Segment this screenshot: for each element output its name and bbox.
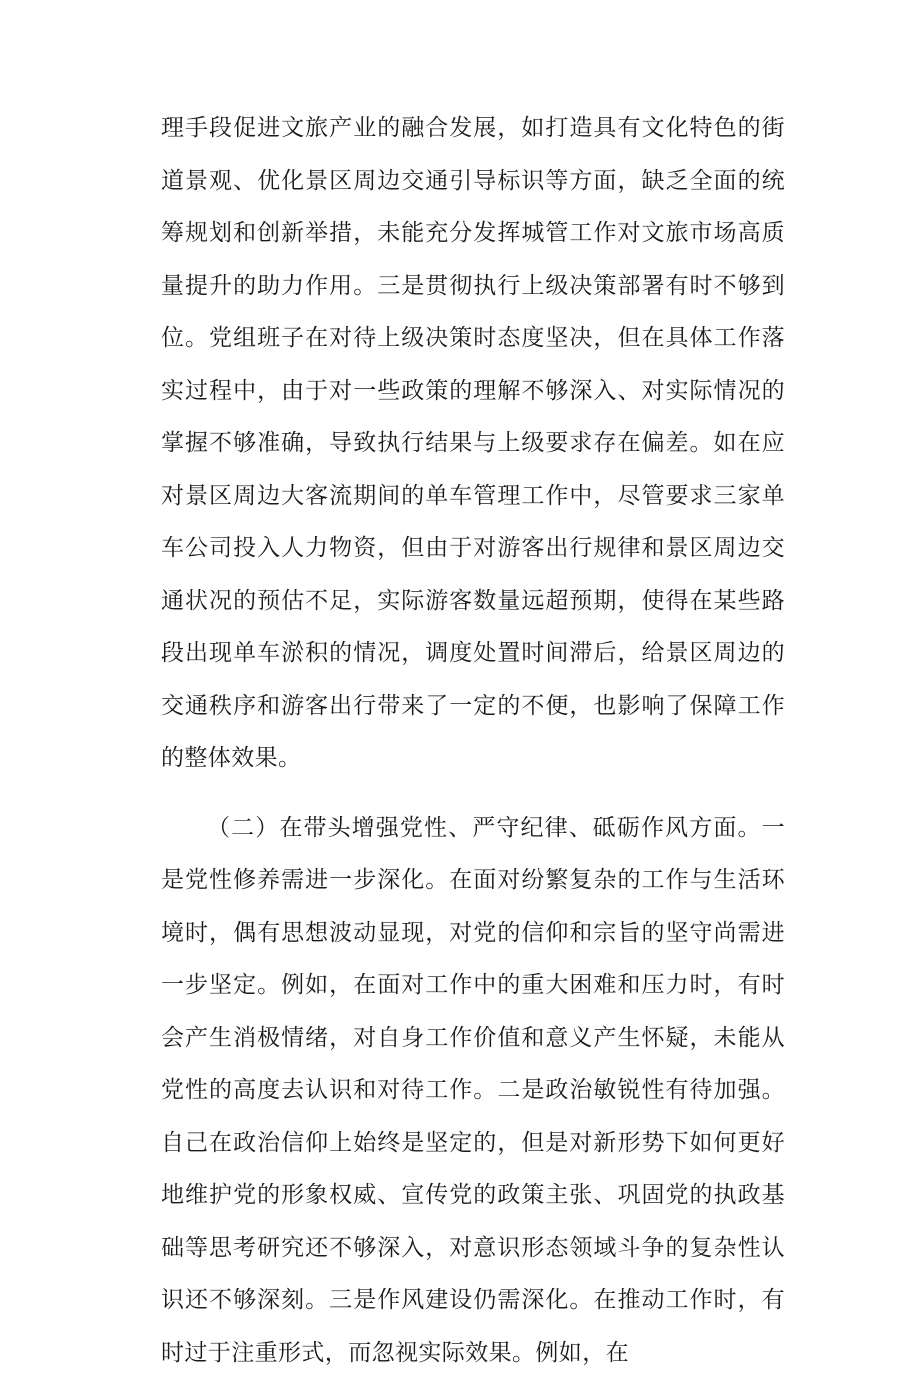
paragraph-continuation: 理手段促进文旅产业的融合发展，如打造具有文化特色的街道景观、优化景区周边交通引导标识等方面，缺乏全面的统筹规划和创新举措，未能充分发挥城管工作对文旅市场高质量提升的助力作用。三是贯彻执行上级决策部署有时不够到位。党组班子在对待上级决策时态度坚决，但在具体工作落实过程中，由于对一些政策的理解不够深入、对实际情况的掌握不够准确，导致执行结果与上级要求存在偏差。如在应对景区周边大客流期间的单车管理工作中，尽管要求三家单车公司投入人力物资，但由于对游客出行规律和景区周边交通状况的预估不足，实际游客数量远超预期，使得在某些路段出现单车淤积的情况，调度处置时间滞后，给景区周边的交通秩序和游客出行带来了一定的不便，也影响了保障工作的整体效果。 (161, 102, 785, 785)
document-body (161, 102, 785, 1379)
paragraph-section-two: （二）在带头增强党性、严守纪律、砥砺作风方面。一是党性修养需进一步深化。在面对纷繁复杂的工作与生活环境时，偶有思想波动显现，对党的信仰和宗旨的坚守尚需进一步坚定。例如，在面对工作中的重大困难和压力时，有时会产生消极情绪，对自身工作价值和意义产生怀疑，未能从党性的高度去认识和对待工作。二是政治敏锐性有待加强。自己在政治信仰上始终是坚定的，但是对新形势下如何更好地维护党的形象权威、宣传党的政策主张、巩固党的执政基础等思考研究还不够深入，对意识形态领域斗争的复杂性认识还不够深刻。三是作风建设仍需深化。在推动工作时，有时过于注重形式，而忽视实际效果。例如，在 (161, 802, 785, 1379)
